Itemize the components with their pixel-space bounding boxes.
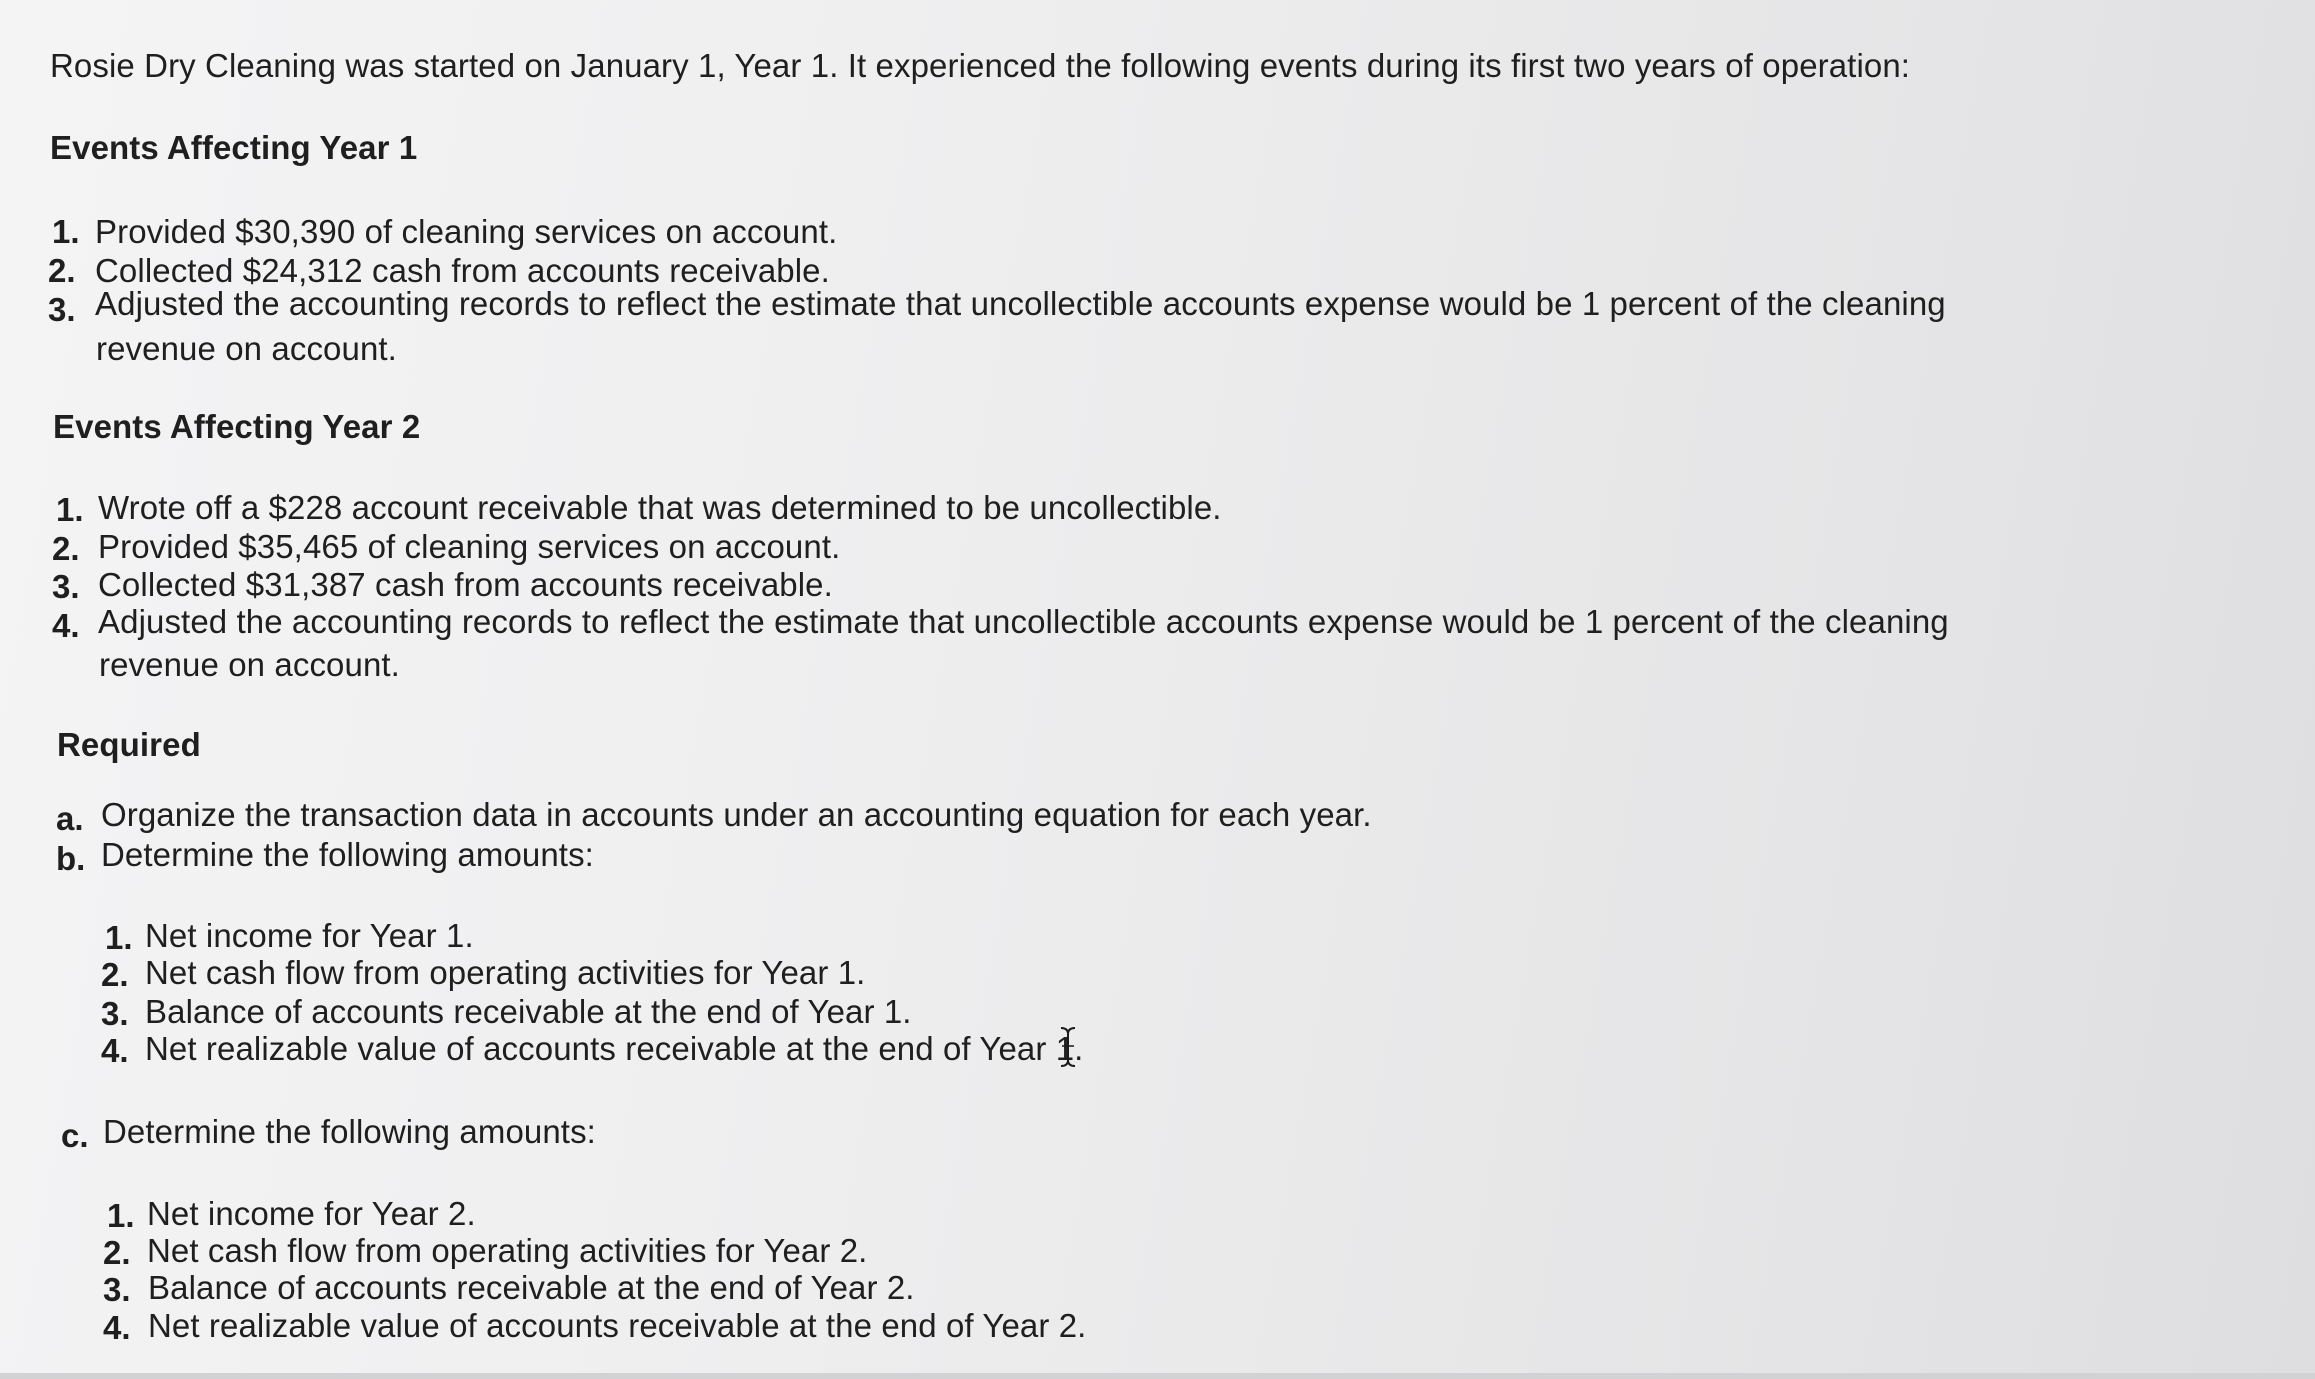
required-b-item-3-text: Balance of accounts receivable at the end of Year 1.: [145, 993, 912, 1030]
required-c-item-3-number: 3.: [103, 1271, 131, 1308]
required-a-text: Organize the transaction data in accounts under an accounting equation for each year.: [101, 796, 1372, 833]
required-c-item-2-text: Net cash flow from operating activities for Year 2.: [147, 1232, 868, 1269]
required-c-item-1-text: Net income for Year 2.: [147, 1195, 476, 1232]
required-heading: Required: [57, 726, 201, 763]
year1-item-3-text: Adjusted the accounting records to reflect the estimate that uncollectible accounts expense would be 1 percent of the cleaning: [95, 285, 1946, 322]
year2-item-2-text: Provided $35,465 of cleaning services on account.: [98, 528, 841, 565]
required-c-letter: c.: [61, 1117, 89, 1154]
year2-item-1-number: 1.: [56, 491, 84, 528]
year1-item-1-text: Provided $30,390 of cleaning services on account.: [95, 213, 838, 250]
required-b-item-2-number: 2.: [101, 956, 129, 993]
intro-text: Rosie Dry Cleaning was started on January 1, Year 1. It experienced the following events during its first two years of operation:: [50, 47, 1911, 84]
year2-item-4-text: Adjusted the accounting records to reflect the estimate that uncollectible accounts expense would be 1 percent of the cleaning: [98, 603, 1949, 640]
year2-item-2-number: 2.: [52, 530, 80, 567]
year2-heading: Events Affecting Year 2: [53, 408, 421, 445]
year1-item-1-number: 1.: [52, 213, 80, 250]
year2-item-3-text: Collected $31,387 cash from accounts receivable.: [98, 566, 833, 603]
required-b-text: Determine the following amounts:: [101, 836, 594, 873]
year1-heading: Events Affecting Year 1: [50, 129, 418, 166]
year1-item-3-number: 3.: [48, 291, 76, 328]
required-a-letter: a.: [56, 800, 84, 837]
required-c-text: Determine the following amounts:: [103, 1113, 596, 1150]
required-b-item-1-number: 1.: [105, 919, 133, 956]
required-c-item-3-text: Balance of accounts receivable at the end of Year 2.: [148, 1269, 915, 1306]
year2-item-4-number: 4.: [52, 607, 80, 644]
required-c-item-4-text: Net realizable value of accounts receivable at the end of Year 2.: [148, 1307, 1087, 1344]
required-b-letter: b.: [56, 840, 86, 877]
required-b-item-1-text: Net income for Year 1.: [145, 917, 474, 954]
year1-item-2-text: Collected $24,312 cash from accounts receivable.: [95, 252, 830, 289]
required-b-item-4-text: Net realizable value of accounts receivable at the end of Year 1.: [145, 1030, 1084, 1067]
year2-item-4-continuation: revenue on account.: [99, 646, 400, 683]
required-c-item-1-number: 1.: [107, 1197, 135, 1234]
required-c-item-2-number: 2.: [103, 1234, 131, 1271]
required-b-item-3-number: 3.: [101, 995, 129, 1032]
year2-item-3-number: 3.: [52, 568, 80, 605]
year2-item-1-text: Wrote off a $228 account receivable that was determined to be uncollectible.: [98, 489, 1222, 526]
text-cursor-icon: [1058, 1026, 1078, 1068]
page-bottom-edge: [0, 1373, 2315, 1379]
required-c-item-4-number: 4.: [103, 1309, 131, 1346]
required-b-item-2-text: Net cash flow from operating activities for Year 1.: [145, 954, 866, 991]
year1-item-2-number: 2.: [48, 252, 76, 289]
required-b-item-4-number: 4.: [101, 1032, 129, 1069]
year1-item-3-continuation: revenue on account.: [96, 330, 397, 367]
